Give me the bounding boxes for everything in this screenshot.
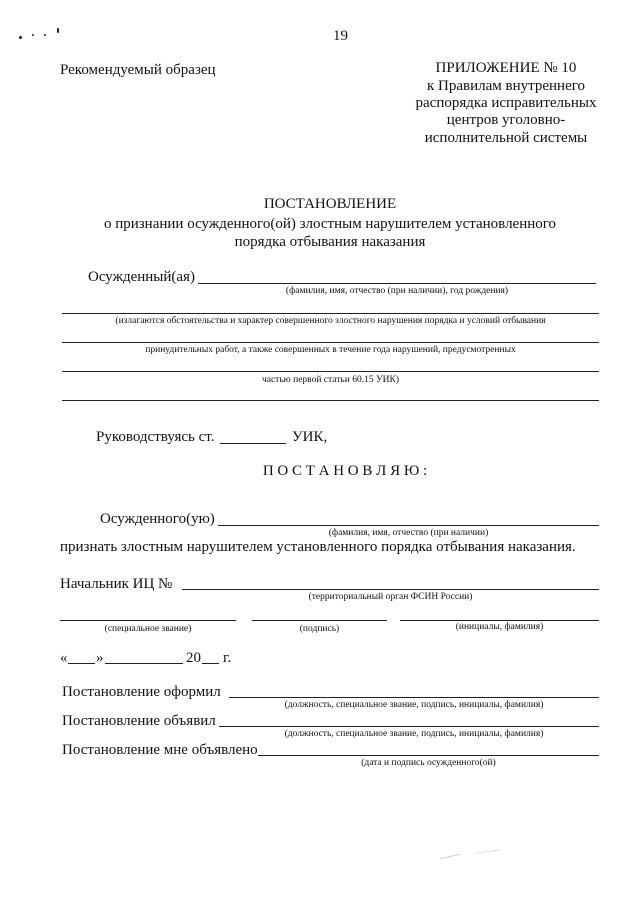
announced-hint: (должность, специальное звание, подпись, инициалы, фамилия) (284, 729, 544, 739)
drafted-field[interactable] (229, 697, 599, 698)
document-subtitle-line2: порядка отбывания наказания (234, 234, 426, 250)
drafted-label: Постановление оформил (62, 684, 221, 700)
convict-name-field[interactable] (198, 283, 596, 284)
appendix-line: исполнительной системы (424, 130, 588, 146)
guided-prefix: Руководствуясь ст. (96, 429, 215, 445)
page-number: 19 (333, 28, 348, 44)
scan-speck (57, 28, 59, 33)
resolution-label: Осужденного(ую) (100, 511, 215, 527)
violation-hint-2: принудительных работ, а также совершенных в течение года нарушений, предусмотренных (145, 345, 516, 355)
sample-label: Рекомендуемый образец (60, 62, 216, 78)
violation-field-1[interactable] (62, 313, 599, 314)
chief-label: Начальник ИЦ № (60, 576, 173, 592)
scan-mark (440, 854, 460, 859)
date-day-field[interactable] (68, 663, 95, 664)
signature-field[interactable] (252, 620, 387, 621)
violation-field-2[interactable] (62, 342, 599, 343)
scan-speck (19, 36, 22, 39)
initials-hint: (инициалы, фамилия) (455, 622, 544, 632)
chief-org-hint: (территориальный орган ФСИН России) (308, 592, 473, 602)
initials-field[interactable] (400, 620, 599, 621)
article-field[interactable] (220, 443, 286, 444)
date-year-prefix: 20 (186, 650, 201, 666)
announced-label: Постановление объявил (62, 713, 216, 729)
appendix-line: распорядка исправительных (415, 95, 597, 111)
acknowledged-hint: (дата и подпись осужденного(ой) (361, 758, 496, 768)
rank-hint: (специальное звание) (104, 624, 192, 634)
date-close-quote: » (96, 650, 104, 666)
resolve-heading: П О С Т А Н О В Л Я Ю : (262, 463, 428, 479)
appendix-line: к Правилам внутреннего (426, 78, 586, 94)
rank-field[interactable] (60, 620, 236, 621)
violation-field-4[interactable] (62, 400, 599, 401)
date-year-suffix: г. (223, 650, 232, 666)
date-year-field[interactable] (202, 663, 219, 664)
convict-label: Осужденный(ая) (88, 269, 195, 285)
resolution-name-field[interactable] (218, 525, 599, 526)
guided-suffix: УИК, (292, 429, 328, 445)
chief-org-field[interactable] (182, 589, 599, 590)
appendix-title: ПРИЛОЖЕНИЕ № 10 (435, 60, 577, 76)
acknowledged-label: Постановление мне объявлено (62, 742, 258, 758)
appendix-line: центров уголовно- (446, 112, 566, 128)
signature-hint: (подпись) (299, 624, 340, 634)
announced-field[interactable] (219, 726, 599, 727)
drafted-hint: (должность, специальное звание, подпись, инициалы, фамилия) (284, 700, 544, 710)
document-title: ПОСТАНОВЛЕНИЕ (263, 196, 397, 212)
scan-mark (475, 849, 501, 854)
resolution-text: признать злостным нарушителем установленного порядка отбывания наказания. (60, 539, 576, 555)
resolution-name-hint: (фамилия, имя, отчество (при наличии) (328, 528, 489, 538)
violation-hint-3: частью первой статьи 60.15 УИК) (261, 375, 400, 385)
scan-speck (32, 34, 34, 36)
violation-hint-1: (излагаются обстоятельства и характер совершенного злостного нарушения порядка и условий отбывания (115, 316, 546, 326)
date-month-field[interactable] (105, 663, 183, 664)
date-open-quote: « (60, 650, 68, 666)
scan-speck (44, 34, 46, 36)
convict-name-hint: (фамилия, имя, отчество (при наличии), год рождения) (285, 286, 509, 296)
document-subtitle-line1: о признании осужденного(ой) злостным нарушителем установленного (103, 216, 557, 232)
violation-field-3[interactable] (62, 371, 599, 372)
acknowledged-field[interactable] (258, 755, 599, 756)
